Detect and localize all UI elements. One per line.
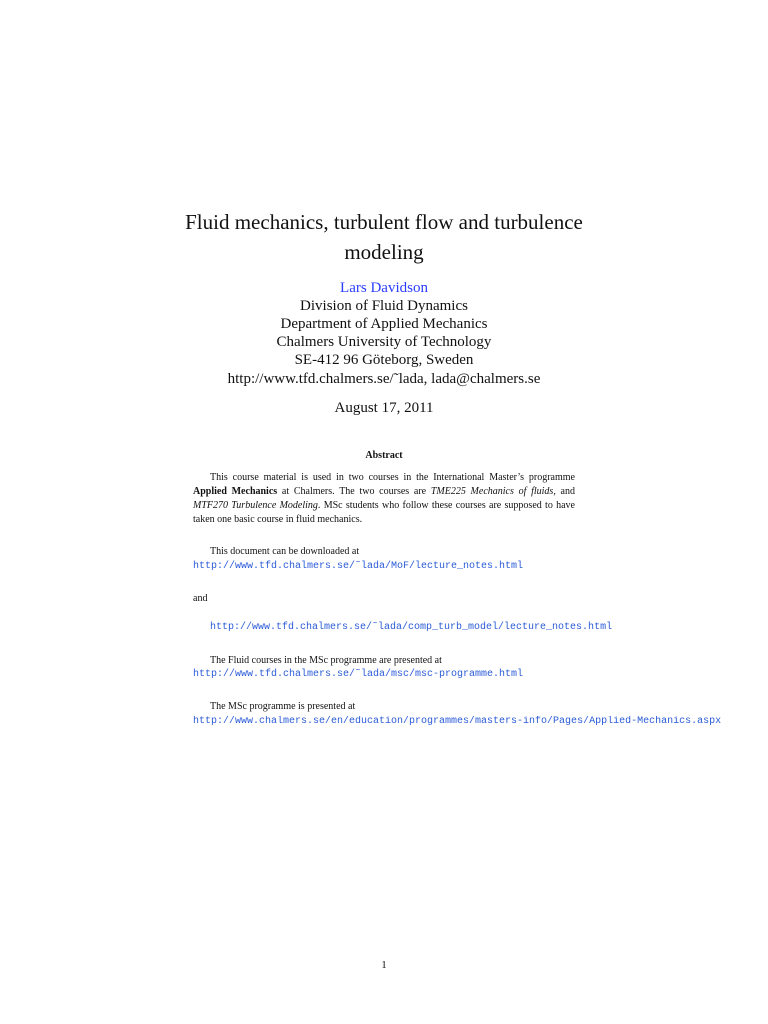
abstract-p1-bold: Applied Mechanics [193, 486, 278, 497]
download-intro-text: This document can be downloaded at [210, 546, 360, 557]
author-university: Chalmers University of Technology [276, 334, 492, 350]
msc-presented-text: The MSc programme is presented at [210, 701, 356, 712]
abstract-paragraph-1 [193, 471, 575, 527]
abstract-p1-italic-1: TME225 Mechanics of fluids [430, 486, 554, 497]
author-name-link[interactable]: Lars Davidson [340, 280, 428, 296]
fluid-courses-text: The Fluid courses in the MSc programme are presented at [210, 655, 442, 666]
document-date: August 17, 2011 [334, 400, 434, 416]
chalmers-masters-link[interactable]: http://www.chalmers.se/en/education/programmes/masters-info/Pages/Applied-Mechanics.aspx [193, 716, 722, 727]
abstract-p1-text-c: , and [553, 486, 575, 497]
turb-model-notes-link[interactable]: http://www.tfd.chalmers.se/˜lada/comp_turb_model/lecture_notes.html [210, 622, 613, 633]
author-address: SE-412 96 Göteborg, Sweden [294, 352, 474, 368]
author-department: Department of Applied Mechanics [280, 316, 488, 332]
msc-programme-link[interactable]: http://www.tfd.chalmers.se/˜lada/msc/msc-programme.html [193, 669, 524, 680]
abstract-heading: Abstract [365, 450, 403, 461]
author-division: Division of Fluid Dynamics [300, 298, 468, 314]
lecture-notes-link[interactable]: http://www.tfd.chalmers.se/˜lada/MoF/lecture_notes.html [193, 561, 524, 572]
title-line-2: modeling [344, 240, 424, 264]
abstract-p1-text-a: This course material is used in two courses in the International Master’s programme [210, 472, 575, 483]
title-line-1: Fluid mechanics, turbulent flow and turbulence [185, 210, 583, 234]
and-text: and [193, 593, 208, 604]
page-number: 1 [381, 959, 387, 971]
abstract-p1-italic-2: MTF270 Turbulence Modeling [193, 500, 318, 511]
abstract-p1-text-d: . MSc students who follow these courses are supposed to have taken one basic course in fluid mechanics. [193, 500, 575, 525]
author-contact: http://www.tfd.chalmers.se/˜lada, lada@chalmers.se [227, 371, 541, 387]
abstract-p1-text-b: at Chalmers. The two courses are [277, 486, 431, 497]
